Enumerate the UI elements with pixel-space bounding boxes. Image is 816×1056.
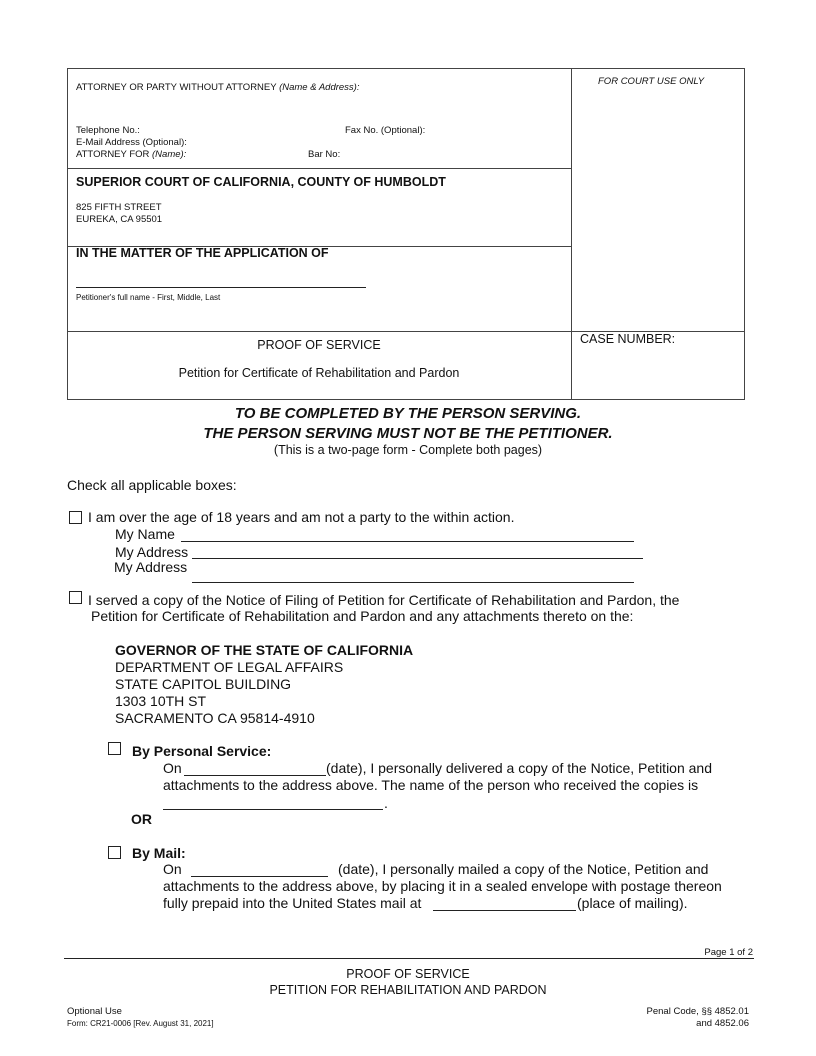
footer-title-1: PROOF OF SERVICE: [346, 967, 470, 981]
telephone-label: Telephone No.:: [76, 125, 140, 136]
personal-service-checkbox[interactable]: [108, 742, 121, 755]
check-all-label: Check all applicable boxes:: [67, 477, 237, 493]
my-address-field-2[interactable]: [192, 582, 634, 583]
fax-label: Fax No. (Optional):: [345, 125, 426, 136]
petitioner-name-line[interactable]: [76, 287, 366, 288]
footer-title-2: PETITION FOR REHABILITATION AND PARDON: [269, 983, 547, 997]
over-18-checkbox[interactable]: [69, 511, 82, 524]
served-statement-line-1: I served a copy of the Notice of Filing of Petition for Certificate of Rehabilitation and Pardon, the: [88, 592, 680, 608]
personal-service-label: By Personal Service:: [132, 743, 272, 759]
personal-text-2: attachments to the address above. The name of the person who received the copies is: [163, 777, 699, 793]
instruction-line-2: THE PERSON SERVING MUST NOT BE THE PETITIONER.: [203, 425, 613, 442]
bar-no-label: Bar No:: [308, 149, 341, 160]
personal-text-1: (date), I personally delivered a copy of the Notice, Petition and: [326, 760, 712, 776]
caption-divider-vertical: [571, 68, 572, 400]
my-address-label-1: My Address: [115, 544, 189, 560]
recipient-street: 1303 10TH ST: [115, 693, 207, 709]
mail-text-3: fully prepaid into the United States mail at: [163, 895, 422, 911]
mail-date-field[interactable]: [191, 876, 328, 877]
attorney-label: ATTORNEY OR PARTY WITHOUT ATTORNEY (Name & Address):: [76, 82, 360, 93]
recipient-dept: DEPARTMENT OF LEGAL AFFAIRS: [115, 659, 344, 675]
served-copy-checkbox[interactable]: [69, 591, 82, 604]
penal-code-1: Penal Code, §§ 4852.01: [646, 1006, 749, 1017]
page-number: Page 1 of 2: [704, 947, 753, 958]
my-address-label-2: My Address: [114, 559, 188, 575]
over-18-statement: I am over the age of 18 years and am not a party to the within action.: [88, 509, 515, 525]
email-label: E-Mail Address (Optional):: [76, 137, 187, 148]
mail-text-4: (place of mailing).: [577, 895, 688, 911]
petitioner-name-label: Petitioner's full name - First, Middle, Last: [76, 293, 221, 302]
instruction-line-1: TO BE COMPLETED BY THE PERSON SERVING.: [234, 405, 582, 422]
served-statement-line-2: Petition for Certificate of Rehabilitation and Pardon and any attachments thereto on the:: [91, 608, 634, 624]
attorney-for-label: ATTORNEY FOR (Name):: [76, 149, 187, 160]
my-name-field[interactable]: [181, 541, 634, 542]
court-street: 825 FIFTH STREET: [76, 202, 162, 213]
court-name: SUPERIOR COURT OF CALIFORNIA, COUNTY OF HUMBOLDT: [76, 175, 446, 189]
or-label: OR: [131, 811, 152, 827]
penal-code-2: and 4852.06: [696, 1018, 749, 1029]
mail-on-label: On: [163, 861, 182, 877]
form-id: Form: CR21-0006 [Rev. August 31, 2021]: [67, 1019, 214, 1028]
recipient-title: GOVERNOR OF THE STATE OF CALIFORNIA: [115, 642, 414, 658]
matter-title: IN THE MATTER OF THE APPLICATION OF: [76, 246, 329, 260]
instruction-line-3: (This is a two-page form - Complete both pages): [273, 443, 543, 457]
caption-divider-1: [67, 168, 571, 169]
mail-text-1: (date), I personally mailed a copy of the Notice, Petition and: [338, 861, 709, 877]
place-of-mailing-field[interactable]: [433, 910, 576, 911]
received-by-period: .: [384, 795, 388, 811]
optional-use-label: Optional Use: [67, 1006, 122, 1017]
case-number-label: CASE NUMBER:: [580, 332, 676, 346]
mail-text-2: attachments to the address above, by placing it in a sealed envelope with postage thereon: [163, 878, 722, 894]
personal-date-field[interactable]: [184, 775, 326, 776]
received-by-field[interactable]: [163, 809, 383, 810]
personal-on-label: On: [163, 760, 182, 776]
form-subtitle: Petition for Certificate of Rehabilitation and Pardon: [178, 366, 460, 380]
court-city: EUREKA, CA 95501: [76, 214, 163, 225]
mail-service-checkbox[interactable]: [108, 846, 121, 859]
court-use-label: FOR COURT USE ONLY: [598, 76, 705, 87]
my-address-field-1[interactable]: [192, 558, 643, 559]
recipient-building: STATE CAPITOL BUILDING: [115, 676, 292, 692]
my-name-label: My Name: [115, 526, 175, 542]
form-title: PROOF OF SERVICE: [257, 338, 381, 352]
recipient-city: SACRAMENTO CA 95814-4910: [115, 710, 315, 726]
footer-rule: [64, 958, 754, 959]
mail-service-label: By Mail:: [132, 845, 186, 861]
